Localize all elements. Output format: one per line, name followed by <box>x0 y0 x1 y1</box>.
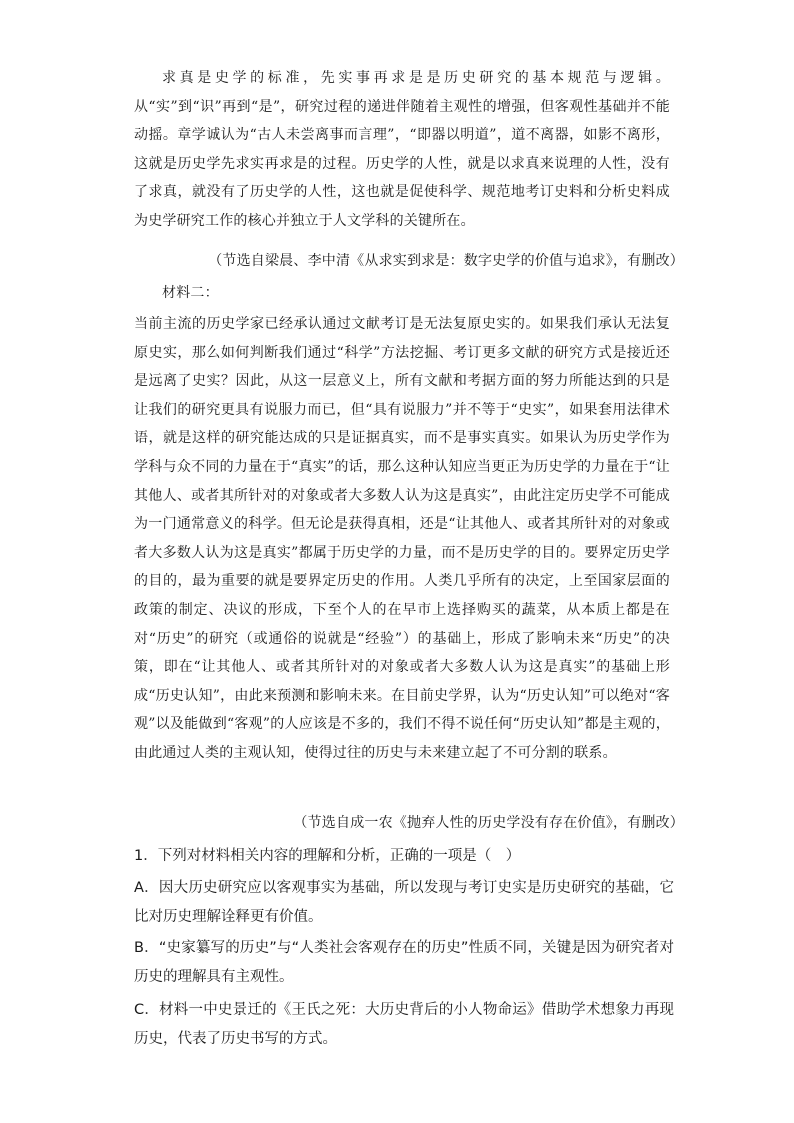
question-1-option-c: C．材料一中史景迁的《王氏之死：大历史背后的小人物命运》借助学术想象力再现历史，代表了历史书写的方式。 <box>134 1002 674 1047</box>
source-citation-2: （节选自成一农《抛弃人性的历史学没有存在价值》，有删改） <box>293 815 684 831</box>
material-2-heading: 材料二： <box>162 285 219 301</box>
passage-paragraph-2: 当前主流的历史学家已经承认通过文献考订是无法复原史实的。如果我们承认无法复原史实，那么如何判断我们通过“科学”方法挖掘、考订更多文献的研究方式是接近还是远离了史实？因此，从这一层意义上，所有文献和考据方面的努力所能达到的只是让我们的研究更具有说服力而已，但“具有说服力”并不等于“史实”，如果套用法律术语，就是这样的研究能达成的只是证据真实，而不是事实真实。如果认为历史学作为学科与众不同的力量在于“真实”的话，那么这种认知应当更正为历史学的力量在于“让其他人、或者其所针对的对象或者大多数人认为这是真实”，由此注定历史学不可能成为一门通常意义的科学。但无论是获得真相，还是“让其他人、或者其所针对的对象或者大多数人认为这是真实”都属于历史学的力量，而不是历史学的目的。要界定历史学的目的，最为重要的就是要界定历史的作用。人类几乎所有的决定，上至国家层面的政策的制定、决议的形成，下至个人的在早市上选择购买的蔬菜，从本质上都是在对“历史”的研究（或通俗的说就是“经验”）的基础上，形成了影响未来“历史”的决策，即在“让其他人、或者其所针对的对象或者大多数人认为这是真实”的基础上形成“历史认知”，由此来预测和影响未来。在目前史学界，认为“历史认知”可以绝对“客观”以及能做到“客观”的人应该是不多的，我们不得不说任何“历史认知”都是主观的，由此通过人类的主观认知，使得过往的历史与未来建立起了不可分割的联系。 <box>134 316 670 761</box>
passage-paragraph-1: 求真是史学的标准，先实事再求是是历史研究的基本规范与逻辑。从“实”到“识”再到“是”，研究过程的递进伴随着主观性的增强，但客观性基础并不能动摇。章学诚认为“古人未尝离事而言理”，“即器以明道”，道不离器，如影不离形，这就是历史学先求实再求是的过程。历史学的人性，就是以求真来说理的人性，没有了求真，就没有了历史学的人性，这也就是促使科学、规范地考订史料和分析史料成为史学研究工作的核心并独立于人文学科的关键所在。 <box>134 70 670 229</box>
question-1-option-a: A．因大历史研究应以客观事实为基础，所以发现与考订史实是历史研究的基础，它比对历史理解诠释更有价值。 <box>134 880 674 925</box>
question-1-option-b: B．“史家纂写的历史”与“人类社会客观存在的历史”性质不同，关键是因为研究者对历史的理解具有主观性。 <box>134 940 674 985</box>
source-citation-1: （节选自梁晨、李中清《从求实到求是：数字史学的价值与追求》，有删改） <box>208 253 684 269</box>
question-1-stem: 1．下列对材料相关内容的理解和分析，正确的一项是（ ） <box>134 848 521 864</box>
